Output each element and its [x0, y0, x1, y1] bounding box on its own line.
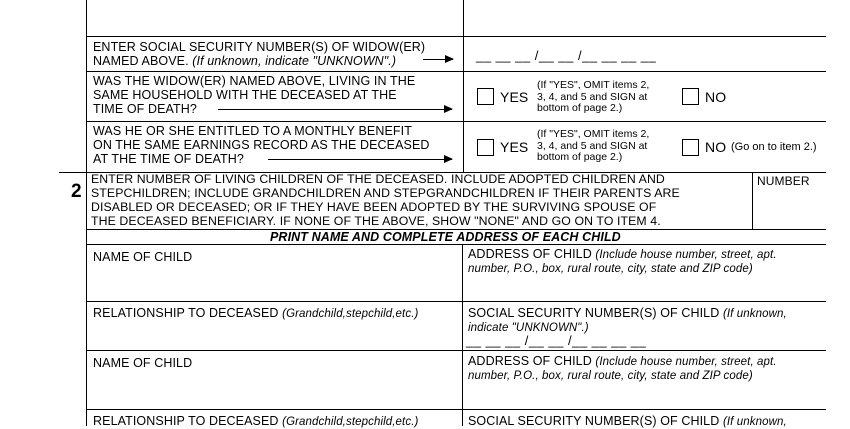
name-of-child-label: NAME OF CHILD	[93, 250, 193, 264]
widow-ssn-question: ENTER SOCIAL SECURITY NUMBER(S) OF WIDOW(ER) NAMED ABOVE. (If unknown, indicate "UNKNOWN".)	[93, 40, 426, 68]
item-number: 2	[71, 181, 82, 202]
relationship-field[interactable]	[90, 322, 458, 348]
yes-label: YES	[500, 89, 529, 105]
child-ssn-label: SOCIAL SECURITY NUMBER(S) OF CHILD (If unknown, indicate "UNKNOWN".)	[468, 306, 787, 334]
entitled-question: WAS HE OR SHE ENTITLED TO A MONTHLY BENEFIT ON THE SAME EARNINGS RECORD AS THE DECEASED AT THE TIME OF DEATH?	[93, 124, 430, 166]
entitled-no-checkbox[interactable]	[682, 139, 699, 156]
name-of-child-label: NAME OF CHILD	[93, 356, 193, 370]
household-question: WAS THE WIDOW(ER) NAMED ABOVE, LIVING IN THE SAME HOUSEHOLD WITH THE DECEASED AT THE TIME OF DEATH?	[93, 74, 416, 116]
arrow-icon	[218, 109, 452, 110]
row-divider	[86, 350, 826, 351]
number-field[interactable]	[756, 190, 824, 226]
row-divider	[86, 409, 826, 410]
relationship-label: RELATIONSHIP TO DECEASED (Grandchild,stepchild,etc.)	[93, 414, 419, 428]
child-ssn-label: SOCIAL SECURITY NUMBER(S) OF CHILD (If unknown,	[468, 414, 787, 428]
children-instructions: ENTER NUMBER OF LIVING CHILDREN OF THE DECEASED. INCLUDE ADOPTED CHILDREN AND STEPCHILDREN; INCLUDE GRANDCHILDREN AND STEPGRANDCHILDREN IF THEIR PARENTS ARE DISABLED OR DECEASED; OR IF THEY HAVE BEEN ADOPTED BY THE SURVIVING SPOUSE OF THE DECEASED BENEFICIARY. IF NONE OF THE ABOVE, SHOW "NONE" AND GO ON TO ITEM 4.	[91, 172, 680, 228]
center-divider	[462, 244, 463, 426]
yes-note: (If "YES", OMIT items 2, 3, 4, and 5 and SIGN at bottom of page 2.)	[537, 128, 650, 163]
row-divider	[86, 36, 826, 37]
no-note: (Go on to item 2.)	[731, 141, 817, 153]
name-of-child-field[interactable]	[90, 266, 458, 298]
address-of-child-label: ADDRESS OF CHILD (Include house number, street, apt. number, P.O., box, rural route, city, state and ZIP code)	[468, 247, 777, 275]
address-of-child-field[interactable]	[466, 278, 824, 300]
row-divider	[86, 301, 826, 302]
relationship-label: RELATIONSHIP TO DECEASED (Grandchild,stepchild,etc.)	[93, 306, 419, 320]
left-border	[86, 172, 87, 426]
row-divider	[86, 244, 826, 245]
arrow-icon	[268, 159, 452, 160]
name-of-child-field[interactable]	[90, 372, 458, 406]
household-yes-checkbox[interactable]	[477, 88, 494, 105]
row-divider	[86, 71, 826, 72]
entitled-yes-checkbox[interactable]	[477, 139, 494, 156]
household-no-checkbox[interactable]	[682, 88, 699, 105]
yes-label: YES	[500, 139, 529, 155]
widow-ssn-field[interactable]: __ __ __ /__ __ /__ __ __ __	[476, 48, 657, 63]
print-header: PRINT NAME AND COMPLETE ADDRESS OF EACH CHILD	[270, 230, 621, 244]
no-label: NO	[705, 89, 727, 105]
left-border	[86, 0, 87, 172]
row-divider	[86, 121, 826, 122]
center-divider	[463, 0, 464, 172]
no-label: NO	[705, 139, 727, 155]
address-of-child-label: ADDRESS OF CHILD (Include house number, street, apt. number, P.O., box, rural route, city, state and ZIP code)	[468, 354, 777, 382]
arrow-icon	[423, 59, 453, 60]
address-of-child-field[interactable]	[466, 386, 824, 408]
number-box-divider	[752, 172, 753, 229]
number-label: NUMBER	[757, 174, 810, 188]
yes-note: (If "YES", OMIT items 2, 3, 4, and 5 and SIGN at bottom of page 2.)	[537, 79, 650, 114]
child-ssn-field[interactable]: __ __ __ /__ __ /__ __ __ __	[466, 333, 647, 348]
